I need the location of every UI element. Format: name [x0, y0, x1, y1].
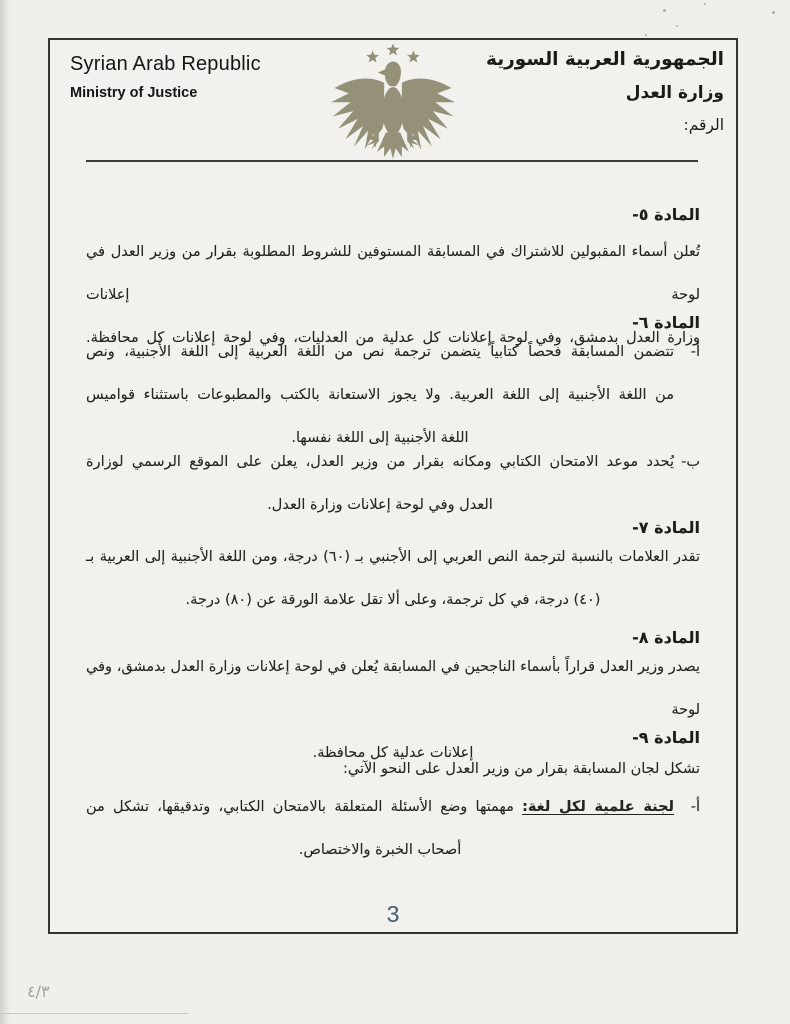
- text-line: [86, 786, 674, 829]
- scan-speck: [645, 34, 647, 36]
- article-9-intro: [86, 748, 700, 791]
- text-line: أصحاب الخبرة والاختصاص.: [298, 842, 462, 858]
- article-7-title: المادة ٧-: [632, 518, 700, 537]
- scan-speck: [704, 3, 706, 5]
- article-6-item-b: [86, 441, 700, 527]
- text-line: تقدر العلامات بالنسبة لترجمة النص العربي إلى الأجنبي بـ (٦٠) درجة، ومن اللغة الأجنبية إلى العربية بـ: [86, 549, 700, 565]
- scan-speck: [772, 11, 775, 14]
- item-marker: أ-: [690, 344, 700, 360]
- page-number: 3: [386, 901, 400, 927]
- article-5-title: المادة ٥-: [632, 205, 700, 224]
- text-line: تُعلن أسماء المقبولين للاشتراك في المسابقة المستوفين للشروط المطلوبة بقرار من وزير العدل في لوحة إعلانات: [86, 244, 700, 303]
- article-9-title: المادة ٩-: [632, 728, 700, 747]
- ministry-name-en: Ministry of Justice: [70, 85, 198, 101]
- text-span: مهمتها وضع الأسئلة المتعلقة بالامتحان الكتابي، وتدقيقها، تشكل من: [86, 799, 523, 815]
- article-6-title: المادة ٦-: [632, 313, 700, 332]
- scan-speck: [663, 9, 666, 12]
- text-line: العدل وفي لوحة إعلانات وزارة العدل.: [267, 497, 493, 513]
- text-line: تتضمن المسابقة فحصاً كتابياً يتضمن ترجمة نص من اللغة العربية إلى اللغة الأجنبية، ونص: [86, 344, 674, 360]
- text-line: من اللغة الأجنبية إلى اللغة العربية. ولا يجوز الاستعانة بالكتب والمطبوعات باستثناء قواميس: [86, 387, 674, 403]
- scan-edge-shadow: [0, 0, 10, 1024]
- country-name-ar: الجمهورية العربية السورية: [485, 49, 724, 70]
- ministry-name-ar: وزارة العدل: [625, 83, 724, 103]
- article-7-paragraph: [86, 536, 700, 622]
- page-frame: [48, 38, 738, 934]
- article-9-item-a: [86, 786, 700, 872]
- item-marker: أ-: [690, 799, 700, 815]
- sheet-index-label: ٤/٣: [27, 982, 50, 1001]
- country-name-en: Syrian Arab Republic: [70, 53, 261, 75]
- text-line: يُحدد موعد الامتحان الكتابي ومكانه بقرار من وزير العدل، يعلن على الموقع الرسمي لوزارة: [86, 454, 674, 470]
- text-line: إعلانات عدلية كل محافظة.: [312, 745, 474, 761]
- ref-number-label: الرقم:: [683, 116, 724, 134]
- document-body: [86, 40, 700, 932]
- item-marker: ب-: [681, 454, 700, 470]
- text-line: يصدر وزير العدل قراراً بأسماء الناجحين في المسابقة يُعلن في لوحة إعلانات وزارة العدل بدمشق، وفي لوحة: [86, 659, 700, 718]
- scan-bottom-line: [0, 1013, 188, 1014]
- scan-speck: [676, 25, 678, 27]
- text-line: تشكل لجان المسابقة بقرار من وزير العدل على النحو الآتي:: [343, 761, 700, 777]
- committee-name-underlined: لجنة علمية لكل لغة:: [522, 799, 674, 815]
- article-8-title: المادة ٨-: [632, 628, 700, 647]
- text-line: اللغة الأجنبية إلى اللغة نفسها.: [291, 430, 469, 446]
- text-line: وزارة العدل بدمشق، وفي لوحة إعلانات كل عدلية من العدليات، وفي لوحة إعلانات كل محافظة.: [86, 330, 700, 346]
- text-line: (٤٠) درجة، في كل ترجمة، وعلى ألا تقل علامة الورقة عن (٨٠) درجة.: [185, 592, 601, 608]
